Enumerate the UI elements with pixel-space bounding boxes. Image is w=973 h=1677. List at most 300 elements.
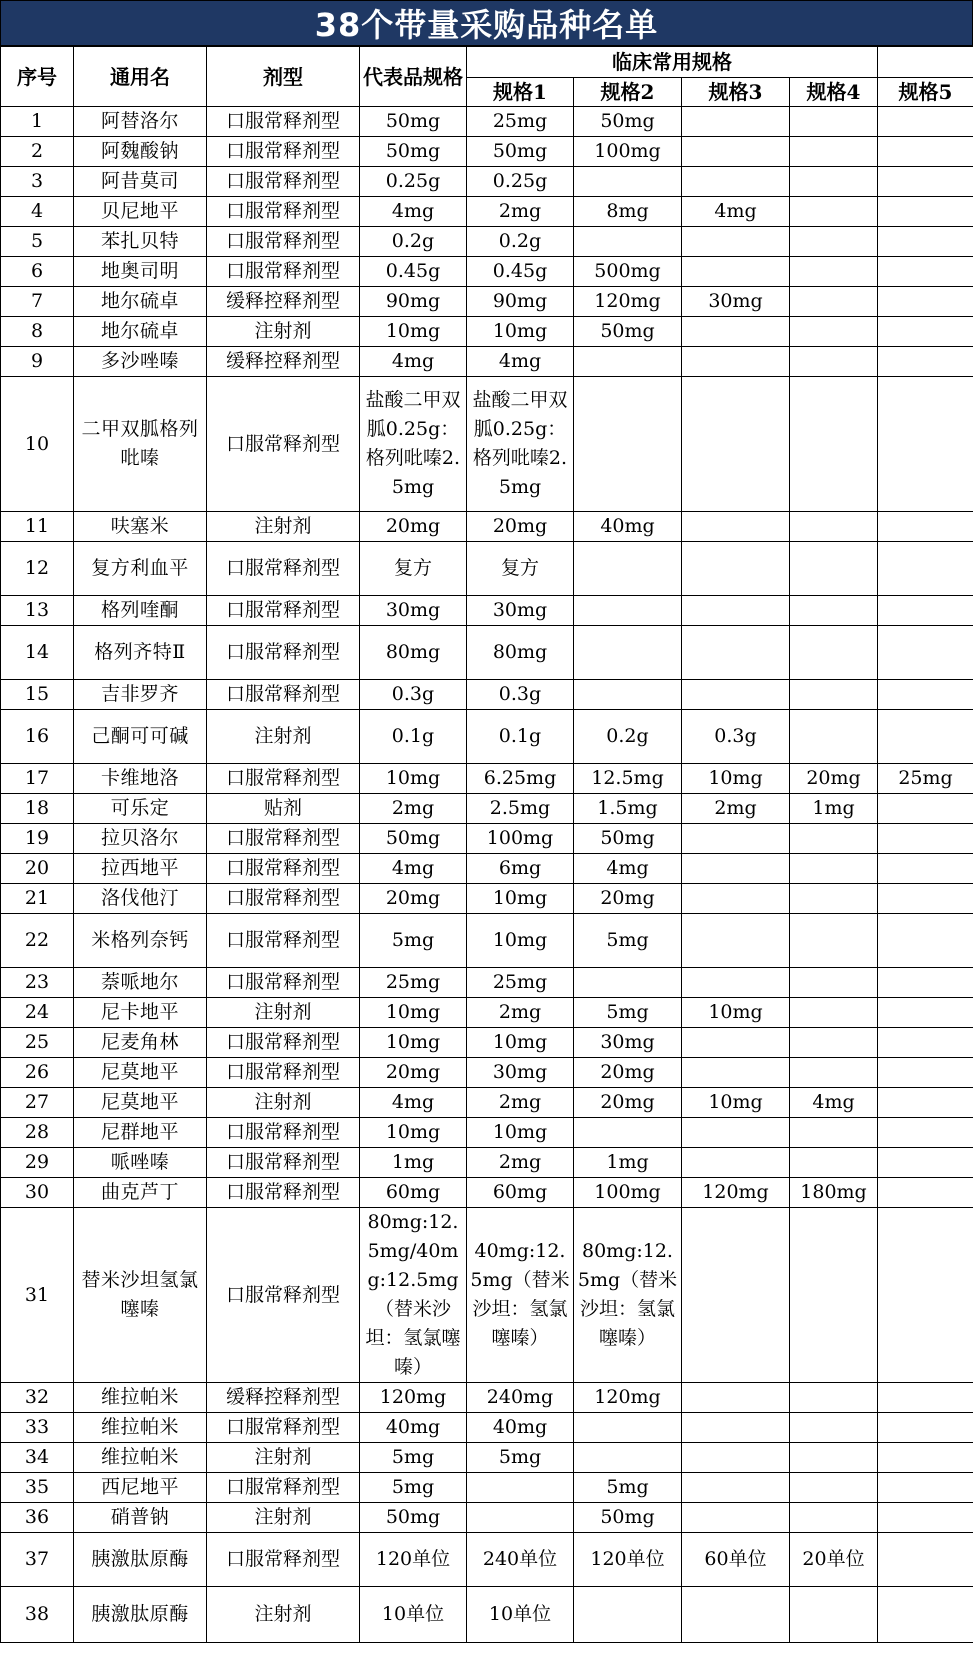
table-row	[1, 1118, 973, 1148]
cell-spec1: 30mg	[467, 1058, 574, 1088]
cell-rep-spec: 80mg	[360, 626, 467, 680]
cell-spec3	[682, 680, 790, 710]
cell-spec5	[878, 1118, 973, 1148]
cell-spec4	[790, 1413, 878, 1443]
cell-name: 米格列奈钙	[74, 914, 207, 968]
table-row	[1, 1178, 973, 1208]
cell-spec3	[682, 512, 790, 542]
cell-seq: 4	[1, 197, 74, 227]
table-row	[1, 998, 973, 1028]
cell-spec3: 0.3g	[682, 710, 790, 764]
cell-spec1	[467, 1473, 574, 1503]
cell-spec1: 240mg	[467, 1383, 574, 1413]
cell-form: 口服常释剂型	[207, 137, 360, 167]
cell-spec3: 60单位	[682, 1533, 790, 1587]
cell-spec3: 120mg	[682, 1178, 790, 1208]
cell-spec1: 10mg	[467, 914, 574, 968]
cell-spec4	[790, 347, 878, 377]
cell-form: 缓释控释剂型	[207, 1383, 360, 1413]
cell-spec4	[790, 1028, 878, 1058]
cell-form: 注射剂	[207, 710, 360, 764]
cell-rep-spec: 2mg	[360, 794, 467, 824]
cell-spec1: 2.5mg	[467, 794, 574, 824]
table-row	[1, 854, 973, 884]
cell-spec5	[878, 680, 973, 710]
cell-rep-spec: 10mg	[360, 764, 467, 794]
table-row	[1, 1383, 973, 1413]
cell-spec3	[682, 1587, 790, 1643]
cell-spec3	[682, 1208, 790, 1383]
cell-spec3	[682, 1503, 790, 1533]
cell-name: 萘哌地尔	[74, 968, 207, 998]
cell-form: 注射剂	[207, 1088, 360, 1118]
cell-spec2: 50mg	[574, 1503, 682, 1533]
cell-spec4	[790, 1473, 878, 1503]
cell-form: 口服常释剂型	[207, 1118, 360, 1148]
cell-spec5	[878, 227, 973, 257]
cell-seq: 9	[1, 347, 74, 377]
cell-form: 口服常释剂型	[207, 1178, 360, 1208]
cell-spec3	[682, 1443, 790, 1473]
cell-spec1: 6.25mg	[467, 764, 574, 794]
header-clinical-specs: 临床常用规格	[467, 47, 878, 78]
cell-spec2	[574, 377, 682, 512]
cell-rep-spec: 60mg	[360, 1178, 467, 1208]
cell-spec4	[790, 680, 878, 710]
cell-name: 哌唑嗪	[74, 1148, 207, 1178]
cell-rep-spec: 10mg	[360, 317, 467, 347]
cell-spec5	[878, 197, 973, 227]
cell-spec5	[878, 794, 973, 824]
cell-spec2: 8mg	[574, 197, 682, 227]
cell-seq: 16	[1, 710, 74, 764]
header-seq: 序号	[1, 47, 74, 107]
header-spec4: 规格4	[790, 78, 878, 107]
cell-spec5	[878, 1473, 973, 1503]
cell-spec4: 4mg	[790, 1088, 878, 1118]
cell-spec1: 2mg	[467, 197, 574, 227]
cell-rep-spec: 20mg	[360, 884, 467, 914]
cell-form: 口服常释剂型	[207, 626, 360, 680]
table-row	[1, 596, 973, 626]
cell-spec2	[574, 968, 682, 998]
cell-form: 贴剂	[207, 794, 360, 824]
cell-spec5	[878, 914, 973, 968]
cell-form: 口服常释剂型	[207, 596, 360, 626]
cell-form: 缓释控释剂型	[207, 287, 360, 317]
cell-rep-spec: 50mg	[360, 1503, 467, 1533]
cell-spec2: 4mg	[574, 854, 682, 884]
cell-form: 注射剂	[207, 1503, 360, 1533]
cell-spec5	[878, 107, 973, 137]
sheet-title: 38个带量采购品种名单	[0, 0, 973, 46]
cell-name: 西尼地平	[74, 1473, 207, 1503]
cell-spec2: 40mg	[574, 512, 682, 542]
cell-rep-spec: 10mg	[360, 998, 467, 1028]
cell-spec5	[878, 968, 973, 998]
cell-spec2: 1.5mg	[574, 794, 682, 824]
cell-rep-spec: 4mg	[360, 197, 467, 227]
table-row	[1, 1413, 973, 1443]
cell-spec4	[790, 1208, 878, 1383]
cell-spec2	[574, 626, 682, 680]
cell-spec3	[682, 377, 790, 512]
cell-seq: 25	[1, 1028, 74, 1058]
table-body	[1, 107, 973, 1643]
cell-spec5	[878, 167, 973, 197]
cell-spec1: 0.45g	[467, 257, 574, 287]
cell-spec4	[790, 227, 878, 257]
cell-spec1: 2mg	[467, 1148, 574, 1178]
cell-spec2: 50mg	[574, 317, 682, 347]
cell-form: 口服常释剂型	[207, 884, 360, 914]
cell-spec3	[682, 824, 790, 854]
cell-seq: 5	[1, 227, 74, 257]
cell-spec3	[682, 227, 790, 257]
cell-name: 尼莫地平	[74, 1058, 207, 1088]
cell-spec3	[682, 626, 790, 680]
cell-spec3	[682, 884, 790, 914]
cell-spec2: 20mg	[574, 1058, 682, 1088]
cell-seq: 8	[1, 317, 74, 347]
cell-name: 格列喹酮	[74, 596, 207, 626]
cell-form: 口服常释剂型	[207, 167, 360, 197]
cell-name: 维拉帕米	[74, 1383, 207, 1413]
cell-name: 曲克芦丁	[74, 1178, 207, 1208]
cell-spec4	[790, 884, 878, 914]
cell-spec4	[790, 596, 878, 626]
cell-rep-spec: 90mg	[360, 287, 467, 317]
cell-spec4	[790, 914, 878, 968]
cell-name: 洛伐他汀	[74, 884, 207, 914]
cell-spec2: 20mg	[574, 884, 682, 914]
cell-spec5	[878, 542, 973, 596]
cell-spec5	[878, 1587, 973, 1643]
cell-seq: 12	[1, 542, 74, 596]
cell-name: 维拉帕米	[74, 1443, 207, 1473]
table-row	[1, 107, 973, 137]
cell-spec1: 10单位	[467, 1587, 574, 1643]
cell-name: 己酮可可碱	[74, 710, 207, 764]
cell-rep-spec: 10mg	[360, 1028, 467, 1058]
cell-spec4	[790, 317, 878, 347]
cell-spec4	[790, 107, 878, 137]
cell-form: 口服常释剂型	[207, 107, 360, 137]
cell-spec2	[574, 227, 682, 257]
cell-spec1: 2mg	[467, 998, 574, 1028]
cell-spec5: 25mg	[878, 764, 973, 794]
cell-spec1	[467, 1503, 574, 1533]
cell-spec1: 盐酸二甲双胍0.25g：格列吡嗪2.5mg	[467, 377, 574, 512]
cell-name: 尼群地平	[74, 1118, 207, 1148]
table-row	[1, 764, 973, 794]
cell-form: 口服常释剂型	[207, 227, 360, 257]
cell-spec4	[790, 167, 878, 197]
cell-spec4	[790, 197, 878, 227]
cell-spec2: 120mg	[574, 1383, 682, 1413]
cell-rep-spec: 50mg	[360, 137, 467, 167]
cell-rep-spec: 20mg	[360, 512, 467, 542]
cell-seq: 34	[1, 1443, 74, 1473]
cell-spec1: 0.25g	[467, 167, 574, 197]
cell-name: 卡维地洛	[74, 764, 207, 794]
cell-spec3	[682, 167, 790, 197]
cell-rep-spec: 50mg	[360, 824, 467, 854]
cell-spec1: 0.3g	[467, 680, 574, 710]
cell-seq: 20	[1, 854, 74, 884]
cell-spec4	[790, 1383, 878, 1413]
cell-form: 口服常释剂型	[207, 1533, 360, 1587]
table-row	[1, 1058, 973, 1088]
cell-name: 尼卡地平	[74, 998, 207, 1028]
cell-spec2: 80mg:12.5mg（替米沙坦：氢氯噻嗪）	[574, 1208, 682, 1383]
table-row	[1, 968, 973, 998]
cell-seq: 18	[1, 794, 74, 824]
cell-name: 吉非罗齐	[74, 680, 207, 710]
table-row	[1, 1148, 973, 1178]
cell-name: 阿昔莫司	[74, 167, 207, 197]
cell-name: 二甲双胍格列吡嗪	[74, 377, 207, 512]
cell-spec3	[682, 257, 790, 287]
cell-form: 口服常释剂型	[207, 377, 360, 512]
cell-seq: 33	[1, 1413, 74, 1443]
cell-rep-spec: 1mg	[360, 1148, 467, 1178]
cell-seq: 29	[1, 1148, 74, 1178]
cell-spec5	[878, 1028, 973, 1058]
cell-form: 口服常释剂型	[207, 1413, 360, 1443]
cell-rep-spec: 40mg	[360, 1413, 467, 1443]
cell-spec1: 5mg	[467, 1443, 574, 1473]
cell-spec5	[878, 998, 973, 1028]
cell-spec2	[574, 1587, 682, 1643]
header-blank	[878, 47, 973, 78]
cell-spec2	[574, 347, 682, 377]
cell-spec4	[790, 287, 878, 317]
cell-rep-spec: 盐酸二甲双胍0.25g：格列吡嗪2.5mg	[360, 377, 467, 512]
table-row	[1, 1028, 973, 1058]
cell-spec4	[790, 512, 878, 542]
cell-spec3: 10mg	[682, 1088, 790, 1118]
cell-form: 缓释控释剂型	[207, 347, 360, 377]
cell-seq: 14	[1, 626, 74, 680]
cell-spec5	[878, 137, 973, 167]
cell-seq: 28	[1, 1118, 74, 1148]
cell-name: 阿魏酸钠	[74, 137, 207, 167]
cell-rep-spec: 4mg	[360, 854, 467, 884]
table-row	[1, 197, 973, 227]
cell-spec4	[790, 257, 878, 287]
header-spec2: 规格2	[574, 78, 682, 107]
cell-form: 口服常释剂型	[207, 854, 360, 884]
cell-rep-spec: 5mg	[360, 1473, 467, 1503]
cell-rep-spec: 20mg	[360, 1058, 467, 1088]
cell-spec1: 0.1g	[467, 710, 574, 764]
cell-spec5	[878, 1178, 973, 1208]
cell-spec5	[878, 1088, 973, 1118]
cell-spec1: 80mg	[467, 626, 574, 680]
table-row	[1, 137, 973, 167]
cell-name: 尼麦角林	[74, 1028, 207, 1058]
table-row	[1, 914, 973, 968]
cell-seq: 26	[1, 1058, 74, 1088]
cell-name: 格列齐特Ⅱ	[74, 626, 207, 680]
table-row	[1, 377, 973, 512]
cell-spec1: 0.2g	[467, 227, 574, 257]
cell-form: 口服常释剂型	[207, 257, 360, 287]
cell-form: 口服常释剂型	[207, 680, 360, 710]
cell-spec4	[790, 968, 878, 998]
cell-spec2	[574, 680, 682, 710]
cell-spec3	[682, 347, 790, 377]
cell-spec2	[574, 1443, 682, 1473]
cell-spec5	[878, 317, 973, 347]
cell-spec1: 4mg	[467, 347, 574, 377]
cell-form: 口服常释剂型	[207, 1473, 360, 1503]
cell-rep-spec: 4mg	[360, 1088, 467, 1118]
table-header	[1, 47, 973, 107]
cell-seq: 38	[1, 1587, 74, 1643]
cell-seq: 15	[1, 680, 74, 710]
cell-spec5	[878, 596, 973, 626]
table-row	[1, 884, 973, 914]
table-row	[1, 1208, 973, 1383]
cell-rep-spec: 120mg	[360, 1383, 467, 1413]
table-row	[1, 1473, 973, 1503]
cell-name: 地尔硫卓	[74, 287, 207, 317]
table-row	[1, 680, 973, 710]
cell-spec2	[574, 1413, 682, 1443]
cell-rep-spec: 50mg	[360, 107, 467, 137]
cell-rep-spec: 0.45g	[360, 257, 467, 287]
cell-spec2	[574, 596, 682, 626]
cell-spec5	[878, 377, 973, 512]
cell-spec5	[878, 1383, 973, 1413]
cell-spec3	[682, 1118, 790, 1148]
cell-spec2	[574, 167, 682, 197]
cell-spec2: 12.5mg	[574, 764, 682, 794]
cell-name: 拉贝洛尔	[74, 824, 207, 854]
cell-spec1: 复方	[467, 542, 574, 596]
cell-spec1: 100mg	[467, 824, 574, 854]
cell-spec4	[790, 824, 878, 854]
cell-seq: 3	[1, 167, 74, 197]
cell-spec2: 5mg	[574, 1473, 682, 1503]
cell-seq: 27	[1, 1088, 74, 1118]
cell-spec2: 5mg	[574, 998, 682, 1028]
cell-seq: 37	[1, 1533, 74, 1587]
cell-spec4	[790, 1503, 878, 1533]
cell-form: 口服常释剂型	[207, 197, 360, 227]
cell-rep-spec: 复方	[360, 542, 467, 596]
cell-spec5	[878, 1058, 973, 1088]
cell-spec3	[682, 542, 790, 596]
header-spec5: 规格5	[878, 78, 973, 107]
table-row	[1, 512, 973, 542]
cell-spec2: 5mg	[574, 914, 682, 968]
cell-form: 口服常释剂型	[207, 1058, 360, 1088]
cell-spec5	[878, 287, 973, 317]
cell-rep-spec: 0.1g	[360, 710, 467, 764]
cell-rep-spec: 0.25g	[360, 167, 467, 197]
cell-spec3: 30mg	[682, 287, 790, 317]
cell-spec3: 10mg	[682, 998, 790, 1028]
cell-name: 胰激肽原酶	[74, 1587, 207, 1643]
cell-spec1: 40mg	[467, 1413, 574, 1443]
cell-spec4	[790, 710, 878, 764]
cell-rep-spec: 5mg	[360, 914, 467, 968]
cell-spec3	[682, 914, 790, 968]
cell-form: 注射剂	[207, 317, 360, 347]
cell-seq: 30	[1, 1178, 74, 1208]
cell-spec4	[790, 1443, 878, 1473]
cell-spec2: 100mg	[574, 137, 682, 167]
header-spec1: 规格1	[467, 78, 574, 107]
header-rep-spec: 代表品规格	[360, 47, 467, 107]
drug-list-table	[0, 46, 973, 1643]
cell-spec2: 500mg	[574, 257, 682, 287]
cell-seq: 31	[1, 1208, 74, 1383]
cell-seq: 24	[1, 998, 74, 1028]
cell-spec3	[682, 107, 790, 137]
cell-seq: 22	[1, 914, 74, 968]
cell-spec1: 30mg	[467, 596, 574, 626]
cell-form: 注射剂	[207, 512, 360, 542]
cell-spec4	[790, 1148, 878, 1178]
cell-form: 注射剂	[207, 998, 360, 1028]
cell-spec2: 120单位	[574, 1533, 682, 1587]
cell-spec4: 180mg	[790, 1178, 878, 1208]
table-row	[1, 542, 973, 596]
cell-rep-spec: 10单位	[360, 1587, 467, 1643]
cell-spec5	[878, 1503, 973, 1533]
cell-spec2: 0.2g	[574, 710, 682, 764]
cell-spec5	[878, 1413, 973, 1443]
cell-spec3	[682, 1148, 790, 1178]
cell-spec4	[790, 1118, 878, 1148]
cell-spec1: 40mg:12.5mg（替米沙坦：氢氯噻嗪）	[467, 1208, 574, 1383]
cell-spec2	[574, 542, 682, 596]
cell-name: 替米沙坦氢氯噻嗪	[74, 1208, 207, 1383]
cell-spec3	[682, 968, 790, 998]
cell-spec1: 25mg	[467, 968, 574, 998]
cell-spec2: 20mg	[574, 1088, 682, 1118]
table-row	[1, 1503, 973, 1533]
cell-name: 尼莫地平	[74, 1088, 207, 1118]
cell-spec5	[878, 347, 973, 377]
cell-spec2: 30mg	[574, 1028, 682, 1058]
cell-spec2	[574, 1118, 682, 1148]
cell-spec5	[878, 1208, 973, 1383]
cell-rep-spec: 10mg	[360, 1118, 467, 1148]
cell-spec3	[682, 596, 790, 626]
cell-spec3	[682, 137, 790, 167]
cell-name: 贝尼地平	[74, 197, 207, 227]
cell-name: 地尔硫卓	[74, 317, 207, 347]
cell-seq: 11	[1, 512, 74, 542]
cell-spec2: 100mg	[574, 1178, 682, 1208]
cell-spec1: 60mg	[467, 1178, 574, 1208]
cell-rep-spec: 30mg	[360, 596, 467, 626]
cell-spec2: 120mg	[574, 287, 682, 317]
header-form: 剂型	[207, 47, 360, 107]
cell-spec3: 2mg	[682, 794, 790, 824]
cell-spec5	[878, 512, 973, 542]
cell-seq: 10	[1, 377, 74, 512]
cell-form: 口服常释剂型	[207, 1148, 360, 1178]
header-spec3: 规格3	[682, 78, 790, 107]
table-row	[1, 710, 973, 764]
cell-form: 口服常释剂型	[207, 542, 360, 596]
